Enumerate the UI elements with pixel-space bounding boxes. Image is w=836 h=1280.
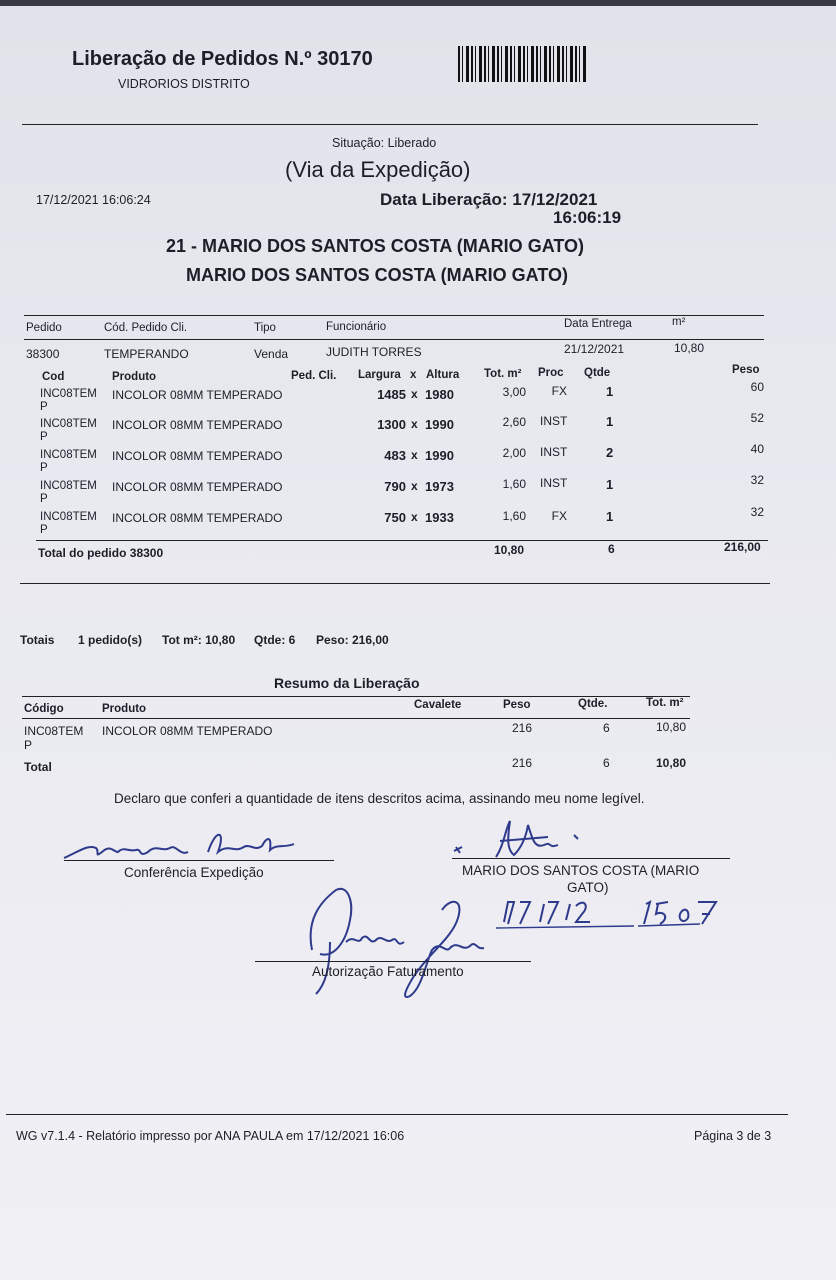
row-cod: INC08TEM bbox=[40, 480, 97, 492]
row-proc: INST bbox=[540, 476, 568, 490]
totals-peso: Peso: 216,00 bbox=[316, 633, 389, 647]
divider bbox=[24, 339, 764, 340]
resumo-row-qtde: 6 bbox=[603, 721, 610, 735]
col-ped-cli: Ped. Cli. bbox=[291, 370, 337, 382]
conferencia-signature bbox=[58, 822, 308, 864]
row-tot-m2: 1,60 bbox=[502, 477, 526, 491]
footer-divider bbox=[6, 1114, 788, 1115]
row-largura: 750 bbox=[384, 510, 406, 525]
data-liberacao-date: 17/12/2021 bbox=[512, 190, 598, 209]
totals-pedidos: 1 pedido(s) bbox=[78, 633, 143, 647]
resumo-row-cod-suffix: P bbox=[24, 738, 33, 752]
resumo-row-cod: INC08TEM bbox=[24, 724, 84, 738]
divider bbox=[22, 718, 690, 719]
row-cod: INC08TEM bbox=[40, 449, 97, 461]
col-proc: Proc bbox=[538, 367, 564, 379]
document-title: Liberação de Pedidos N.º 30170 bbox=[72, 48, 373, 70]
totals-m2: Tot m²: 10,80 bbox=[162, 633, 236, 647]
print-timestamp: 17/12/2021 16:06:24 bbox=[36, 193, 151, 207]
row-qtde: 2 bbox=[606, 445, 614, 460]
resumo-total-label: Total bbox=[24, 760, 52, 774]
data-liberacao-label: Data Liberação: bbox=[380, 190, 508, 209]
divider bbox=[24, 315, 764, 316]
row-cod: INC08TEM bbox=[40, 418, 97, 430]
row-x: x bbox=[411, 510, 418, 524]
row-qtde: 1 bbox=[606, 384, 614, 399]
client-name-line1: 21 - MARIO DOS SANTOS COSTA (MARIO GATO) bbox=[166, 236, 585, 256]
row-tot-m2: 1,60 bbox=[502, 509, 526, 523]
data-liberacao-time: 16:06:19 bbox=[553, 208, 622, 227]
resumo-total-tot-m2: 10,80 bbox=[656, 756, 687, 770]
row-cod: INC08TEM bbox=[40, 511, 97, 523]
client-signature bbox=[448, 815, 598, 863]
row-tot-m2: 2,60 bbox=[502, 415, 526, 429]
row-x: x bbox=[411, 448, 418, 462]
row-peso: 40 bbox=[750, 442, 764, 456]
row-tot-m2: 2,00 bbox=[502, 446, 526, 460]
row-peso: 32 bbox=[750, 473, 764, 487]
row-altura: 1980 bbox=[425, 387, 454, 402]
order-total-qtde: 6 bbox=[608, 542, 615, 556]
row-proc: FX bbox=[551, 509, 567, 523]
row-qtde: 1 bbox=[606, 414, 614, 429]
col-pedido: Pedido bbox=[26, 322, 62, 334]
col-produto: Produto bbox=[112, 371, 157, 383]
row-cod-suffix: P bbox=[40, 462, 48, 474]
footer-printed-by: WG v7.1.4 - Relatório impresso por ANA PAULA em 17/12/2021 16:06 bbox=[16, 1129, 405, 1143]
row-cod: INC08TEM bbox=[40, 388, 97, 400]
signature-line-conferencia bbox=[64, 860, 334, 861]
col-tot-m2: Tot. m² bbox=[484, 368, 522, 380]
totals-qtde: Qtde: 6 bbox=[254, 633, 296, 647]
col-m2: m² bbox=[672, 316, 686, 328]
row-peso: 52 bbox=[750, 411, 764, 425]
row-largura: 483 bbox=[384, 448, 406, 463]
order-total-m2: 10,80 bbox=[494, 543, 525, 557]
col-funcionario: Funcionário bbox=[326, 321, 387, 333]
resumo-col-codigo: Código bbox=[24, 703, 64, 715]
row-cod-suffix: P bbox=[40, 431, 48, 443]
resumo-col-cavalete: Cavalete bbox=[414, 699, 462, 711]
col-data-entrega: Data Entrega bbox=[564, 318, 632, 330]
barcode bbox=[458, 46, 586, 82]
col-largura: Largura bbox=[358, 369, 401, 381]
handwritten-date bbox=[494, 892, 730, 932]
row-qtde: 1 bbox=[606, 477, 614, 492]
resumo-col-peso: Peso bbox=[503, 699, 531, 711]
cod-pedido-cli-value: TEMPERANDO bbox=[104, 347, 189, 361]
row-altura: 1973 bbox=[425, 479, 454, 494]
row-altura: 1990 bbox=[425, 417, 454, 432]
client-name-line2: MARIO DOS SANTOS COSTA (MARIO GATO) bbox=[186, 265, 568, 285]
divider bbox=[20, 583, 770, 584]
col-cod-pedido-cli: Cód. Pedido Cli. bbox=[104, 322, 188, 334]
row-x: x bbox=[411, 479, 418, 493]
col-qtde: Qtde bbox=[584, 367, 611, 379]
col-cod: Cod bbox=[42, 371, 65, 383]
data-entrega-value: 21/12/2021 bbox=[564, 342, 625, 356]
via-label: (Via da Expedição) bbox=[285, 157, 471, 182]
row-cod-suffix: P bbox=[40, 493, 48, 505]
autorizacao-signature bbox=[300, 880, 500, 1004]
row-cod-suffix: P bbox=[40, 524, 48, 536]
row-proc: INST bbox=[540, 414, 568, 428]
tipo-value: Venda bbox=[254, 347, 289, 361]
signature-line-autorizacao bbox=[255, 961, 531, 962]
autorizacao-label: Autorização Faturamento bbox=[312, 964, 464, 979]
pedido-value: 38300 bbox=[26, 347, 60, 361]
client-signature-label-line1: MARIO DOS SANTOS COSTA (MARIO bbox=[462, 863, 700, 878]
resumo-row-peso: 216 bbox=[512, 721, 533, 735]
row-peso: 60 bbox=[750, 380, 764, 394]
resumo-total-peso: 216 bbox=[512, 756, 533, 770]
situacao-status: Situação: Liberado bbox=[332, 136, 437, 150]
company-name: VIDRORIOS DISTRITO bbox=[118, 77, 250, 91]
row-qtde: 1 bbox=[606, 509, 614, 524]
row-produto: INCOLOR 08MM TEMPERADO bbox=[112, 388, 283, 402]
totals-label: Totais bbox=[20, 633, 55, 647]
row-produto: INCOLOR 08MM TEMPERADO bbox=[112, 511, 283, 525]
row-proc: INST bbox=[540, 445, 568, 459]
row-largura: 1485 bbox=[377, 387, 406, 402]
row-x: x bbox=[411, 387, 418, 401]
row-produto: INCOLOR 08MM TEMPERADO bbox=[112, 480, 283, 494]
col-peso: Peso bbox=[732, 364, 760, 376]
resumo-row-produto: INCOLOR 08MM TEMPERADO bbox=[102, 724, 273, 738]
row-altura: 1933 bbox=[425, 510, 454, 525]
row-tot-m2: 3,00 bbox=[502, 385, 526, 399]
row-cod-suffix: P bbox=[40, 401, 48, 413]
col-tipo: Tipo bbox=[254, 322, 276, 334]
divider bbox=[22, 696, 690, 697]
row-x: x bbox=[411, 417, 418, 431]
row-altura: 1990 bbox=[425, 448, 454, 463]
row-largura: 790 bbox=[384, 479, 406, 494]
data-liberacao bbox=[380, 190, 597, 210]
paper-edge bbox=[0, 0, 836, 6]
divider bbox=[22, 124, 758, 125]
row-proc: FX bbox=[551, 384, 567, 398]
divider bbox=[36, 540, 768, 541]
resumo-col-produto: Produto bbox=[102, 703, 147, 715]
row-largura: 1300 bbox=[377, 417, 406, 432]
row-produto: INCOLOR 08MM TEMPERADO bbox=[112, 418, 283, 432]
col-x: x bbox=[410, 369, 417, 381]
row-produto: INCOLOR 08MM TEMPERADO bbox=[112, 449, 283, 463]
resumo-total-qtde: 6 bbox=[603, 756, 610, 770]
resumo-row-tot-m2: 10,80 bbox=[656, 720, 687, 734]
signature-line-client bbox=[452, 858, 730, 859]
m2-value: 10,80 bbox=[674, 341, 705, 355]
footer-page-number: Página 3 de 3 bbox=[694, 1129, 772, 1143]
declaration-text: Declaro que conferi a quantidade de itens descritos acima, assinando meu nome legível. bbox=[114, 791, 645, 806]
resumo-title: Resumo da Liberação bbox=[274, 675, 420, 691]
order-total-label: Total do pedido 38300 bbox=[38, 546, 164, 560]
conferencia-label: Conferência Expedição bbox=[124, 865, 264, 880]
col-altura: Altura bbox=[426, 369, 460, 381]
resumo-col-tot-m2: Tot. m² bbox=[646, 697, 684, 709]
funcionario-value: JUDITH TORRES bbox=[326, 345, 422, 359]
order-total-peso: 216,00 bbox=[724, 540, 761, 554]
resumo-col-qtde: Qtde. bbox=[578, 698, 608, 710]
row-peso: 32 bbox=[750, 505, 764, 519]
client-signature-label-line2: GATO) bbox=[567, 880, 609, 895]
